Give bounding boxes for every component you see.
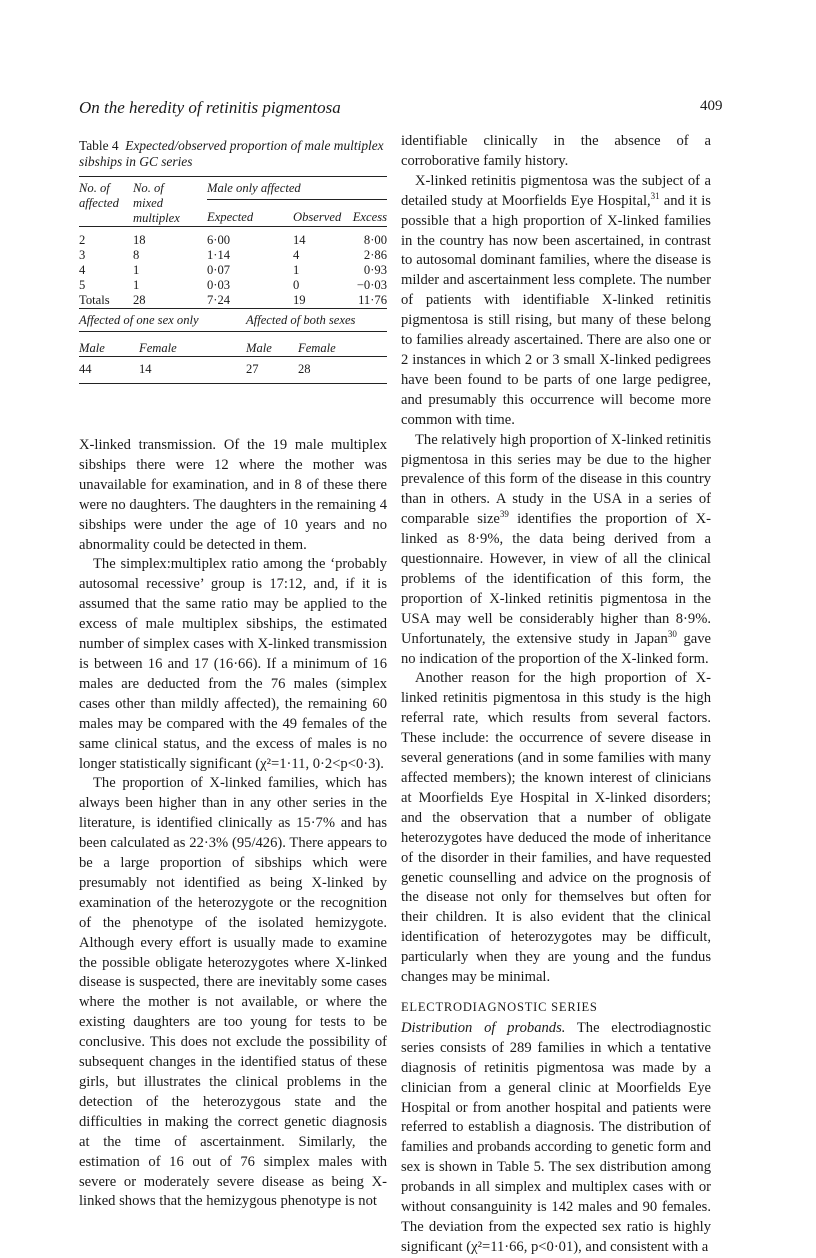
sub-header-female: Female <box>298 341 336 355</box>
paragraph: identifiable clinically in the absence of a corroborative family history. <box>401 133 711 169</box>
col-header-excess: Excess <box>352 210 387 225</box>
group-header-both-sexes: Affected of both sexes <box>244 313 387 332</box>
paragraph: Distribution of probands. The electrodiagnostic series consists of 289 families in which a tentative diagnosis of retinitis pigmentosa was made by a clinician from a general clinic at Moorfields Eye Hospital or from another hospital and patients were referred to establish a diagnosis. The distribution of families and probands according to genetic form and sex is shown in Table 5. The sex distribution among probands in all simplex and multiplex cases with or without consanguinity is 142 males and 90 females. The deviation from the expected sex ratio is highly significant (χ²=11·66, p<0·01), and consistent with a <box>401 1019 711 1255</box>
sub-header-female: Female <box>139 341 177 355</box>
run-in-heading: Distribution of probands. <box>401 1019 566 1036</box>
table-row-totals: Totals 28 7·24 19 11·76 <box>79 293 387 307</box>
paragraph: The relatively high proportion of X-linked retinitis pigmentosa in this series may be due to the higher prevalence of this form of the disease in this country than in others. A study in the USA in a series of comparable size$^{39}$ identifies the proportion of X-linked as 8·9%, the data being derived from a questionnaire. However, in view of all the clinical problems of the identification of this form, the proportion of X-linked retinitis pigmentosa in the USA may well be considerably higher than 8·9%. Unfortunately, the extensive study in Japan$^{30}$ gave no indication of the proportion of the X-linked form. <box>401 431 712 667</box>
sub-header-male: Male <box>79 341 105 355</box>
group-header-male-only: Male only affected <box>207 177 387 200</box>
table-row: 3 8 1·14 4 2·86 <box>79 248 387 262</box>
running-header-title: On the heredity of retinitis pigmentosa <box>79 98 341 117</box>
table-4-caption <box>79 138 387 170</box>
right-column <box>401 132 711 1258</box>
table-row: 44 14 27 28 <box>79 362 387 384</box>
col-header-mixed-multiplex: No. of mixed multiplex <box>133 181 180 225</box>
table-row: 5 1 0·03 0 −0·03 <box>79 278 387 292</box>
paragraph: The simplex:multiplex ratio among the ‘probably autosomal recessive’ group is 17:12, and, if it is assumed that the same ratio may be applied to the excess of male multiplex sibships, the estimated number of simplex cases with X-linked transmission is between 16 and 17 (16·66). If a minimum of 16 males are deducted from the 76 males (simplex cases other than mildly affected), the remaining 60 males may be compared with the 49 females of the same clinical status, and the excess of males is no longer statistically significant (χ²=1·11, 0·2<p<0·3). <box>79 556 387 772</box>
sub-header-male: Male <box>246 341 272 355</box>
table-4-label: Table 4 <box>79 138 119 153</box>
paragraph: X-linked retinitis pigmentosa was the subject of a detailed study at Moorfields Eye Hospital,$^{31}$ and it is possible that a high proportion of X-linked families in the country has now been ascertained, in contrast to autosomal dominant families, where the disease is milder and ascertainment less complete. The number of patients with identifiable X-linked retinitis pigmentosa is still rising, but many of these belong to families already ascertained. There are also one or 2 instances in which 2 or 3 small X-linked pedigrees have been found to be parts of one large pedigree, and presumably this occurrence will become more common with time. <box>401 172 711 428</box>
page-number: 409 <box>700 98 723 114</box>
table-row: 4 1 0·07 1 0·93 <box>79 263 387 277</box>
paragraph: X-linked transmission. Of the 19 male multiplex sibships there were 12 where the mother was unavailable for examination, and in 8 of these there were no daughters. The daughters in the remaining 4 sibships were under the age of 10 years and no abnormality could be detected in them. <box>79 437 387 553</box>
group-header-one-sex: Affected of one sex only <box>79 313 244 332</box>
table-4 <box>79 176 387 313</box>
col-header-observed: Observed <box>293 210 342 225</box>
paragraph: The proportion of X-linked families, which has always been higher than in any other series in the literature, is identified clinically as 15·7% and has been calculated as 22·3% (95/426). There appears to be a large proportion of sibships which were presumably not identified as being X-linked by examination of the heterozygote or the recognition of the phenotype of the isolated hemizygote. Although every effort is usually made to examine the possible obligate heterozygotes where X-linked disease is suspected, there are inevitably some cases where the mother is not available, or where the existing daughters are too young for tests to be conclusive. This does not exclude the possibility of subsequent changes in the identified status of these girls, but illustrates the clinical problems in the detection of the heterozygous state and the difficulties in making the correct genetic diagnosis at the time of ascertainment. Similarly, the estimation of 16 out of 76 simplex males with severe or moderately severe disease as being X-linked shows that the hemizygous phenotype is not <box>79 775 387 1210</box>
table-4-caption-line-2: sibships in GC series <box>79 154 193 169</box>
table-row: 2 18 6·00 14 8·00 <box>79 233 387 247</box>
reference-superscript: 39 <box>499 509 509 520</box>
col-header-expected: Expected <box>207 210 254 225</box>
table-4-sex-summary <box>79 313 387 384</box>
reference-superscript: 30 <box>667 628 677 639</box>
paragraph: Another reason for the high proportion of X-linked retinitis pigmentosa in this study is the high referral rate, which results from several factors. These include: the occurrence of severe disease in several generations (and in some families with many affected members); the known interest of clinicians at Moorfields Eye Hospital in X-linked disorders; and the observation that a number of obligate heterozygotes have deduced the mode of inheritance of the disorder in their families, and have requested genetic counselling and advice on the prognosis of the disease not only for themselves but often for their children. It is also evident that the clinical identification of heterozygotes may be difficult, particularly when they are young and the fundus changes may be minimal. <box>401 670 711 986</box>
left-column <box>79 138 387 1212</box>
section-heading: ELECTRODIAGNOSTIC SERIES <box>401 999 598 1014</box>
col-header-affected: No. of affected <box>79 181 119 210</box>
reference-superscript: 31 <box>650 190 660 201</box>
table-4-caption-line-1: Expected/observed proportion of male multiplex <box>125 138 384 153</box>
